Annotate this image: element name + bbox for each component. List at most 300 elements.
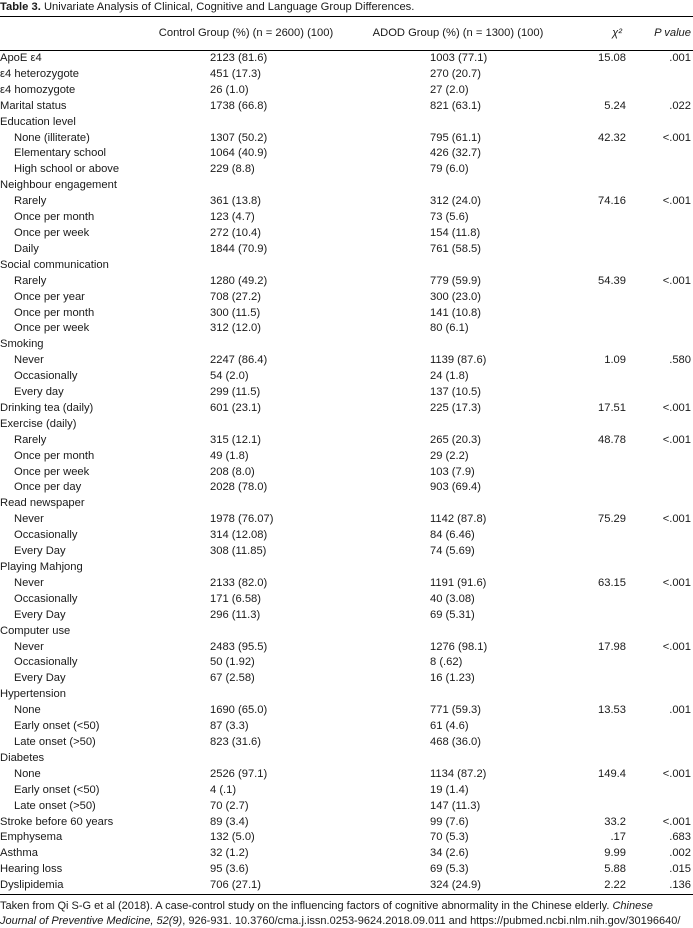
table-row [0,671,693,687]
table-row [0,830,693,846]
chi-square-value: 54.39 [598,274,626,287]
table-row [0,846,693,862]
row-label: Late onset (>50) [14,735,96,748]
row-label: Hearing loss [0,863,63,876]
row-label: Asthma [0,847,38,860]
chi-square-value [564,226,632,242]
chi-square-value: 33.2 [604,815,626,828]
footnote-journal: Chinese Journal of Preventive Medicine, 52(9) [0,900,653,927]
table-row [0,162,693,178]
control-value [140,624,352,640]
p-value [632,496,693,512]
footnote-prefix: Taken from Qi S-G et al (2018). A case-control study on the influencing factors of cognitive abnormality in the Chinese elderly. [0,900,613,913]
control-value: 296 (11.3) [210,608,261,621]
p-value [632,321,693,337]
p-value: .136 [632,878,693,894]
table-row [0,576,693,592]
table-row [0,178,693,194]
adod-value: 761 (58.5) [430,242,481,255]
row-label: Social communication [0,258,109,271]
control-value [140,115,352,131]
header-variable [0,17,140,51]
control-value: 2247 (86.4) [210,354,268,367]
p-value [632,146,693,162]
table-row [0,783,693,799]
chi-square-value: 15.08 [598,52,626,64]
chi-square-value [564,385,632,401]
p-value: <.001 [662,195,691,208]
chi-square-value: 2.22 [564,878,632,894]
adod-value: 16 (1.23) [430,672,475,685]
row-label: Computer use [0,624,71,637]
chi-square-value: 48.78 [598,433,626,446]
control-value: 1738 (66.8) [210,99,268,112]
adod-value: 265 (20.3) [430,433,481,446]
p-value: .580 [669,354,691,367]
p-value [632,465,693,481]
table-row [0,735,693,751]
adod-value: 70 (5.3) [430,831,469,844]
chi-square-value [564,210,632,226]
control-value: 299 (11.5) [210,386,261,399]
control-value: 2483 (95.5) [210,640,268,653]
chi-square-value [564,337,632,353]
control-value: 451 (17.3) [210,67,261,80]
adod-value: 1003 (77.1) [430,52,488,64]
row-label: ApoE ε4 [0,52,42,64]
table-row [0,99,693,115]
adod-value: 99 (7.6) [430,815,469,828]
p-value [632,608,693,624]
control-value: 823 (31.6) [210,735,261,748]
p-value: <.001 [662,401,691,414]
adod-value: 426 (32.7) [430,147,481,160]
p-value [632,528,693,544]
control-value: 1280 (49.2) [210,274,268,287]
chi-square-value [564,162,632,178]
table-row [0,67,693,83]
chi-square-value [564,608,632,624]
control-value [140,258,352,274]
chi-square-value: 9.99 [604,847,626,860]
table-row [0,146,693,162]
table-row [0,83,693,99]
table-row [0,465,693,481]
table-row [0,433,693,449]
table-row [0,417,693,433]
adod-value: 69 (5.31) [430,608,475,621]
control-value: 314 (12.08) [210,529,268,542]
control-value: 315 (12.1) [210,433,261,446]
adod-value: 324 (24.9) [352,878,564,894]
adod-value: 1142 (87.8) [430,513,487,526]
table-row [0,385,693,401]
control-value: 49 (1.8) [210,449,249,462]
control-value: 1844 (70.9) [210,242,268,255]
row-label: Diabetes [0,751,45,764]
adod-value [352,178,564,194]
p-value [632,735,693,751]
control-value: 208 (8.0) [210,465,255,478]
chi-square-value: 5.24 [604,99,626,112]
adod-value [352,258,564,274]
chi-square-value [564,783,632,799]
adod-value: 468 (36.0) [430,735,481,748]
table-row [0,592,693,608]
adod-value: 225 (17.3) [430,401,481,414]
adod-value [352,560,564,576]
table-row [0,226,693,242]
chi-square-value: 5.88 [604,863,626,876]
control-value: 706 (27.1) [140,878,352,894]
p-value [632,799,693,815]
adod-value: 141 (10.8) [430,306,481,319]
p-value [632,67,693,83]
table-row [0,369,693,385]
table-row [0,687,693,703]
p-value: <.001 [662,640,691,653]
adod-value: 74 (5.69) [430,545,475,558]
table-row [0,480,693,496]
p-value [632,719,693,735]
row-label: Occasionally [14,529,78,542]
control-value [140,496,352,512]
p-value: .001 [669,52,691,64]
row-label: Emphysema [0,831,63,844]
adod-value: 821 (63.1) [430,99,481,112]
row-label: ε4 homozygote [0,83,76,96]
table-row [0,862,693,878]
chi-square-value: 13.53 [598,704,626,717]
control-value: 26 (1.0) [210,83,249,96]
chi-square-value [564,321,632,337]
row-label: Never [14,576,44,589]
chi-square-value [564,83,632,99]
row-label: Smoking [0,338,44,351]
adod-value: 903 (69.4) [430,481,481,494]
table-row [0,799,693,815]
p-value [632,671,693,687]
row-label: Once per month [14,211,95,224]
chi-square-value [564,751,632,767]
adod-value: 84 (6.46) [430,529,475,542]
control-value: 2133 (82.0) [210,576,268,589]
control-value [140,687,352,703]
table-row [0,290,693,306]
table-row [0,51,693,67]
row-label: None [14,704,41,717]
adod-value [352,687,564,703]
table-row [0,655,693,671]
p-value [632,624,693,640]
row-label: Once per week [14,465,90,478]
row-label: Once per year [14,290,85,303]
table-row [0,401,693,417]
row-label: ε4 heterozygote [0,67,80,80]
adod-value: 1134 (87.2) [430,767,487,780]
chi-square-value: 42.32 [598,131,626,144]
table-row [0,560,693,576]
p-value [632,226,693,242]
control-value: 1690 (65.0) [210,704,268,717]
chi-square-value [564,528,632,544]
row-label: High school or above [14,163,120,176]
table-caption-label: Table 3. [0,1,41,13]
row-label: Elementary school [14,147,107,160]
p-value: <.001 [662,274,691,287]
row-label: Read newspaper [0,497,85,510]
chi-square-value [564,799,632,815]
chi-square-value [564,67,632,83]
table-header-row [0,17,693,51]
adod-value: 154 (11.8) [430,226,481,239]
row-label: Once per month [14,306,95,319]
row-label: Late onset (>50) [14,799,96,812]
row-label: Occasionally [14,656,78,669]
header-p-value: P value [632,17,693,51]
chi-square-value [564,417,632,433]
control-value: 708 (27.2) [210,290,261,303]
p-value: <.001 [662,767,691,780]
control-value: 1978 (76.07) [210,513,274,526]
p-value: .015 [669,863,691,876]
p-value [632,258,693,274]
control-value: 50 (1.92) [210,656,255,669]
table-row [0,751,693,767]
row-label: Occasionally [14,592,78,605]
row-label: Never [14,513,44,526]
chi-square-value: .17 [610,831,626,844]
adod-value [352,496,564,512]
table-body [0,51,693,895]
row-label: Marital status [0,99,67,112]
p-value: <.001 [662,513,691,526]
chi-square-value [564,592,632,608]
p-value: .683 [669,831,691,844]
table-row [0,353,693,369]
table-row [0,608,693,624]
adod-value: 69 (5.3) [430,863,469,876]
table-row [0,115,693,131]
table-row [0,624,693,640]
control-value: 601 (23.1) [210,401,261,414]
p-value [632,242,693,258]
row-label: None (illiterate) [14,131,90,144]
chi-square-value [564,369,632,385]
p-value: .002 [669,847,691,860]
row-label: None [14,767,41,780]
chi-square-value [564,719,632,735]
chi-square-value: 17.51 [598,401,626,414]
footnote-suffix: , 926-931. 10.3760/cma.j.issn.0253-9624.2018.09.011 and https://pubmed.ncbi.nlm.nih.gov/30196640/ [182,914,681,927]
control-value: 132 (5.0) [210,831,255,844]
chi-square-value [564,178,632,194]
row-label: Once per week [14,322,90,335]
table-row [0,496,693,512]
adod-value: 103 (7.9) [430,465,475,478]
adod-value: 270 (20.7) [430,67,481,80]
chi-square-value [564,655,632,671]
adod-value [352,417,564,433]
chi-square-value [564,480,632,496]
control-value: 1307 (50.2) [210,131,268,144]
p-value [632,417,693,433]
row-label: Once per day [14,481,82,494]
p-value: .022 [669,99,691,112]
row-label: Every Day [14,672,66,685]
header-adod: ADOD Group (%) (n = 1300) (100) [352,17,564,51]
chi-square-value: 74.16 [598,195,626,208]
table-caption-text: Univariate Analysis of Clinical, Cognitive and Language Group Differences. [43,1,415,13]
control-value: 32 (1.2) [210,847,249,860]
adod-value: 137 (10.5) [430,386,481,399]
p-value [632,162,693,178]
adod-value: 795 (61.1) [430,131,481,144]
chi-square-value [564,449,632,465]
adod-value: 19 (1.4) [430,783,469,796]
chi-square-value [564,258,632,274]
table-row [0,544,693,560]
table-row [0,210,693,226]
adod-value [352,115,564,131]
row-label: Daily [14,242,39,255]
row-label: Exercise (daily) [0,417,77,430]
chi-square-value [564,115,632,131]
control-value [140,751,352,767]
adod-value [352,751,564,767]
row-label: Every Day [14,545,66,558]
header-control: Control Group (%) (n = 2600) (100) [140,17,352,51]
p-value [632,592,693,608]
chi-square-value [564,290,632,306]
chi-square-value: 75.29 [598,513,626,526]
control-value: 4 (.1) [210,783,237,796]
control-value: 171 (6.58) [210,592,261,605]
row-label: Early onset (<50) [14,783,100,796]
adod-value [352,337,564,353]
p-value [632,290,693,306]
row-label: Rarely [14,195,47,208]
chi-square-value [564,242,632,258]
control-value: 229 (8.8) [210,163,255,176]
table-row [0,767,693,783]
table-row [0,528,693,544]
chi-square-value [564,306,632,322]
row-label: Never [14,354,44,367]
adod-value: 300 (23.0) [430,290,481,303]
table-row [0,703,693,719]
chi-square-value [564,544,632,560]
control-value: 2028 (78.0) [210,481,268,494]
table-row [0,640,693,656]
adod-value: 29 (2.2) [430,449,469,462]
control-value: 312 (12.0) [210,322,261,335]
row-label: Once per month [14,449,95,462]
chi-square-value [564,465,632,481]
table-row [0,131,693,147]
p-value [632,687,693,703]
p-value: <.001 [662,131,691,144]
adod-value: 1191 (91.6) [430,576,487,589]
control-value: 2123 (81.6) [210,52,268,64]
control-value [140,337,352,353]
adod-value: 27 (2.0) [430,83,469,96]
p-value [632,337,693,353]
header-chi-square: χ² [564,17,632,51]
adod-value: 24 (1.8) [430,370,469,383]
control-value [140,560,352,576]
row-label: Early onset (<50) [14,720,100,733]
row-label: Hypertension [0,688,66,701]
control-value: 54 (2.0) [210,370,249,383]
table-row [0,194,693,210]
control-value: 361 (13.8) [210,195,261,208]
chi-square-value [564,624,632,640]
adod-value: 147 (11.3) [430,799,481,812]
adod-value: 73 (5.6) [430,211,469,224]
control-value: 1064 (40.9) [210,147,268,160]
adod-value: 1139 (87.6) [430,354,487,367]
chi-square-value [564,687,632,703]
control-value: 2526 (97.1) [210,767,268,780]
adod-value [352,624,564,640]
chi-square-value: 17.98 [598,640,626,653]
p-value [632,449,693,465]
chi-square-value: 63.15 [598,576,626,589]
control-value [140,178,352,194]
results-table [0,16,693,895]
table-caption [0,0,693,16]
control-value: 89 (3.4) [210,815,249,828]
table-row [0,449,693,465]
table-row [0,242,693,258]
table-row [0,258,693,274]
chi-square-value [564,560,632,576]
row-label: Occasionally [14,370,78,383]
chi-square-value: 1.09 [604,354,626,367]
adod-value: 779 (59.9) [430,274,481,287]
control-value: 67 (2.58) [210,672,255,685]
adod-value: 1276 (98.1) [430,640,488,653]
adod-value: 80 (6.1) [430,322,469,335]
control-value: 272 (10.4) [210,226,261,239]
table-row [0,321,693,337]
control-value: 70 (2.7) [210,799,249,812]
row-label: Stroke before 60 years [0,815,114,828]
control-value: 95 (3.6) [210,863,249,876]
row-label: Neighbour engagement [0,179,117,192]
p-value [632,480,693,496]
adod-value: 40 (3.08) [430,592,475,605]
p-value [632,751,693,767]
row-label: Never [14,640,44,653]
p-value [632,783,693,799]
table-row [0,878,693,894]
chi-square-value [564,496,632,512]
adod-value: 312 (24.0) [430,195,481,208]
p-value [632,83,693,99]
row-label: Drinking tea (daily) [0,401,94,414]
p-value [632,655,693,671]
row-label: Education level [0,115,76,128]
p-value: <.001 [662,576,691,589]
control-value: 87 (3.3) [210,720,249,733]
table-row [0,274,693,290]
table-row [0,512,693,528]
table-footnote [0,899,690,928]
p-value [632,115,693,131]
row-label: Every Day [14,608,66,621]
